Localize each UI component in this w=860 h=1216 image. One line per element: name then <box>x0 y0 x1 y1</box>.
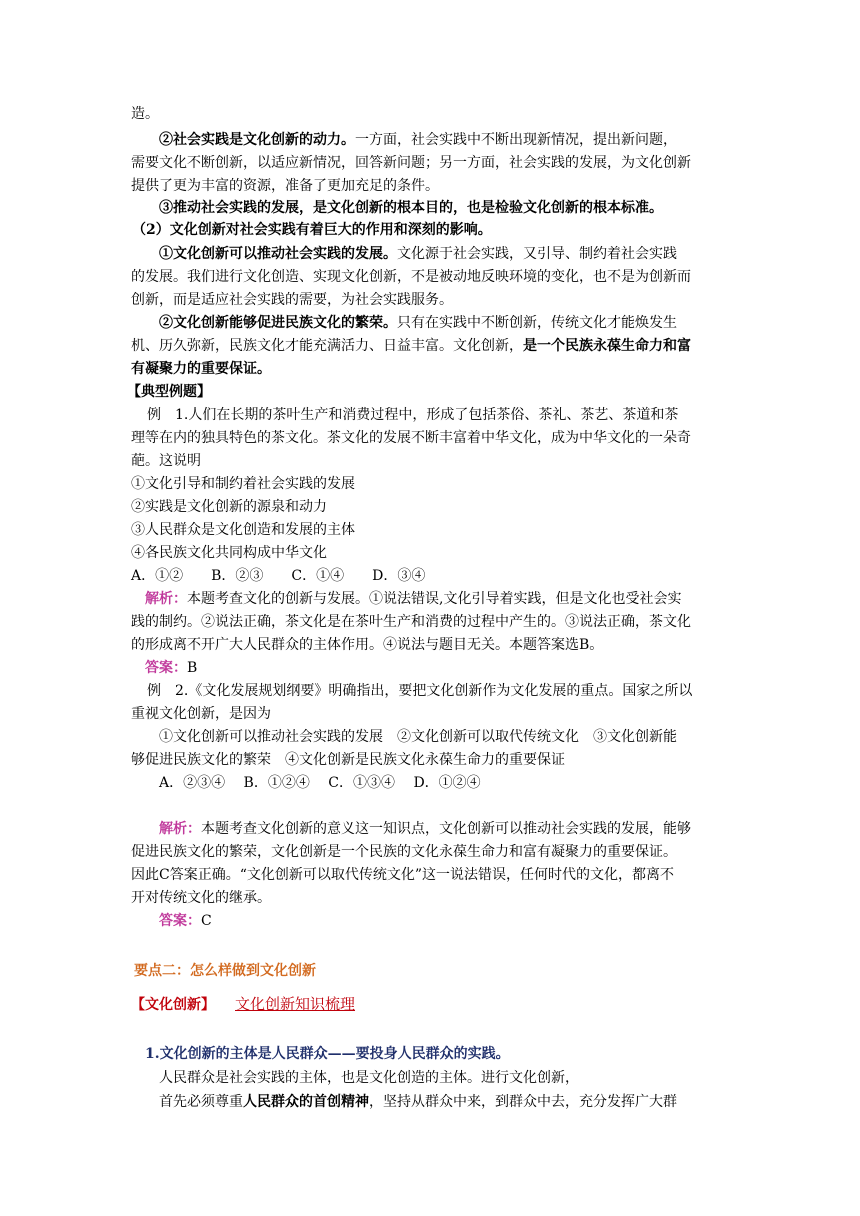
text-span: 一方面，社会实践中不断出现新情况，提出新问题， <box>355 132 677 148</box>
answer-line <box>159 910 212 932</box>
text-span: 只有在实践中不断创新，传统文化才能焕发生 <box>397 315 677 331</box>
text-line <box>159 312 677 334</box>
option-statement: ③人民群众是文化创造和发展的主体 <box>131 522 355 538</box>
text-line: 重视文化创新，是因为 <box>131 706 271 722</box>
text-line: 的形成离不开广大人民群众的主体作用。④说法与题目无关。本题答案选B。 <box>131 637 604 653</box>
analysis-line <box>159 818 691 840</box>
text-line: 提供了更为丰富的资源，准备了更加充足的条件。 <box>131 178 439 194</box>
topic-line <box>131 993 355 1016</box>
text-line: 需要文化不断创新，以适应新情况，回答新问题；另一方面，社会实践的发展，为文化创新 <box>131 155 691 171</box>
bold-point: ③推动社会实践的发展，是文化创新的根本目的，也是检验文化创新的根本标准。 <box>159 200 663 216</box>
text-span: ，坚持从群众中来，到群众中去，充分发挥广大群 <box>369 1094 677 1110</box>
answer-choices: A．②③④ B．①②④ C．①③④ D．①②④ <box>159 775 481 791</box>
text-line: 理等在内的独具特色的茶文化。茶文化的发展不断丰富着中华文化，成为中华文化的一朵奇 <box>131 430 691 446</box>
text-line: 促进民族文化的繁荣，文化创新是一个民族的文化永葆生命力和富有凝聚力的重要保证。 <box>131 844 677 860</box>
section-heading: （2）文化创新对社会实践有着巨大的作用和深刻的影响。 <box>132 222 492 238</box>
analysis-label: 解析： <box>159 821 201 837</box>
text-line: 造。 <box>131 106 159 122</box>
section-title: 【典型例题】 <box>127 384 211 400</box>
example-question: 例 2.《文化发展规划纲要》明确指出，要把文化创新作为文化发展的重点。国家之所以 <box>147 683 693 699</box>
option-statement: ①文化引导和制约着社会实践的发展 <box>131 476 355 492</box>
option-statement: ④各民族文化共同构成中华文化 <box>131 545 327 561</box>
text-line: 的发展。我们进行文化创造、实现文化创新，不是被动地反映环境的变化，也不是为创新而 <box>131 269 691 285</box>
analysis-label: 解析： <box>145 591 187 607</box>
answer-choices: A．①② B．②③ C．①④ D．③④ <box>131 568 426 584</box>
text-line: 创新，而是适应社会实践的需要，为社会实践服务。 <box>131 292 453 308</box>
text-line <box>159 1091 677 1113</box>
text-span: 本题考查文化的创新与发展。①说法错误,文化引导着实践，但是文化也受社会实 <box>187 591 682 607</box>
option-statement: ②实践是文化创新的源泉和动力 <box>131 499 327 515</box>
text-line: 有凝聚力的重要保证。 <box>131 361 271 377</box>
key-point-heading: 要点二：怎么样做到文化创新 <box>134 963 316 979</box>
text-line: 葩。这说明 <box>131 453 201 469</box>
text-span: 机、历久弥新，民族文化才能充满活力、日益丰富。文化创新， <box>131 338 523 354</box>
example-question: 例 1.人们在长期的茶叶生产和消费过程中，形成了包括茶俗、茶礼、茶艺、茶道和茶 <box>147 407 679 423</box>
text-line <box>159 129 677 151</box>
text-line: 因此C答案正确。“文化创新可以取代传统文化”这一说法错误，任何时代的文化，都离不 <box>131 867 675 883</box>
text-span: 文化源于社会实践，又引导、制约着社会实践 <box>397 246 677 262</box>
text-line <box>131 335 691 357</box>
answer-label: 答案： <box>145 660 187 676</box>
text-span: C <box>201 913 212 929</box>
text-span: B <box>187 660 198 676</box>
text-line: 开对传统文化的继承。 <box>131 890 271 906</box>
bold-point: ②文化创新能够促进民族文化的繁荣。 <box>159 315 397 331</box>
knowledge-link[interactable]: 文化创新知识梳理 <box>235 995 356 1013</box>
option-statement: ①文化创新可以推动社会实践的发展 ②文化创新可以取代传统文化 ③文化创新能 <box>159 729 677 745</box>
bold-point: 是一个民族永葆生命力和富 <box>523 338 691 354</box>
bold-point: 人民群众的首创精神 <box>243 1094 369 1110</box>
analysis-line <box>145 588 681 610</box>
answer-label: 答案： <box>159 913 201 929</box>
text-span: 首先必须尊重 <box>159 1094 243 1110</box>
text-line: 践的制约。②说法正确，茶文化是在茶叶生产和消费的过程中产生的。③说法正确，茶文化 <box>131 614 691 630</box>
bold-point: ②社会实践是文化创新的动力。 <box>159 132 355 148</box>
text-line: 够促进民族文化的繁荣 ④文化创新是民族文化永葆生命力的重要保证 <box>131 752 565 768</box>
text-line: 人民群众是社会实践的主体，也是文化创造的主体。进行文化创新， <box>159 1070 579 1086</box>
text-span: 本题考查文化创新的意义这一知识点，文化创新可以推动社会实践的发展，能够 <box>201 821 691 837</box>
bold-point: ①文化创新可以推动社会实践的发展。 <box>159 246 397 262</box>
answer-line <box>145 657 197 679</box>
text-line <box>159 243 677 265</box>
topic-tag: 【文化创新】 <box>131 997 215 1013</box>
numbered-heading: 1.文化创新的主体是人民群众——要投身人民群众的实践。 <box>145 1046 510 1062</box>
